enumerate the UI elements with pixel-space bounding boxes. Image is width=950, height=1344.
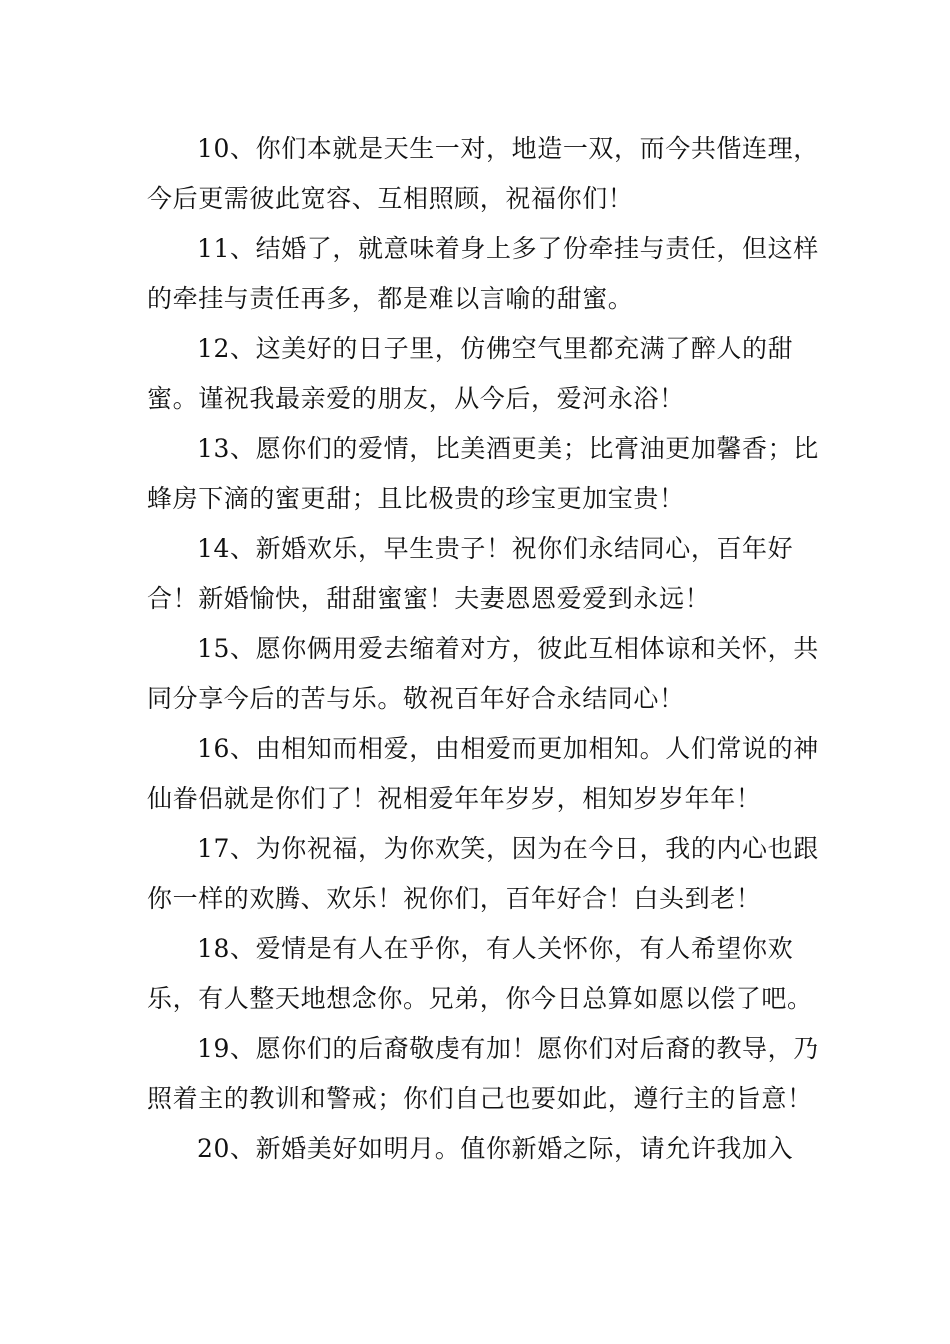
paragraph-18: 18、爱情是有人在乎你，有人关怀你，有人希望你欢乐，有人整天地想念你。兄弟，你今日总算如愿以偿了吧。 (147, 934, 813, 1013)
paragraph-14: 14、新婚欢乐，早生贵子！祝你们永结同心，百年好合！新婚愉快，甜甜蜜蜜！夫妻恩恩爱爱到永远！ (147, 534, 794, 613)
paragraph-12: 12、这美好的日子里，仿佛空气里都充满了醉人的甜蜜。谨祝我最亲爱的朋友，从今后，爱河永浴！ (147, 334, 794, 413)
paragraph-11: 11、结婚了，就意味着身上多了份牵挂与责任，但这样的牵挂与责任再多，都是难以言喻的甜蜜。 (147, 234, 819, 313)
paragraph-17: 17、为你祝福，为你欢笑，因为在今日，我的内心也跟你一样的欢腾、欢乐！祝你们，百年好合！白头到老！ (147, 834, 819, 913)
document-body (147, 124, 822, 1174)
paragraph-15: 15、愿你俩用爱去缩着对方，彼此互相体谅和关怀，共同分享今后的苦与乐。敬祝百年好合永结同心！ (147, 634, 819, 713)
paragraph-13: 13、愿你们的爱情，比美酒更美；比膏油更加馨香；比蜂房下滴的蜜更甜；且比极贵的珍宝更加宝贵！ (147, 434, 819, 513)
paragraph-10: 10、你们本就是天生一对，地造一双，而今共偕连理，今后更需彼此宽容、互相照顾，祝福你们！ (147, 134, 819, 213)
paragraph-19: 19、愿你们的后裔敬虔有加！愿你们对后裔的教导，乃照着主的教训和警戒；你们自己也要如此，遵行主的旨意！ (147, 1034, 819, 1113)
paragraph-20: 20、新婚美好如明月。值你新婚之际，请允许我加入 (197, 1134, 794, 1163)
paragraph-16: 16、由相知而相爱，由相爱而更加相知。人们常说的神仙眷侣就是你们了！祝相爱年年岁岁，相知岁岁年年！ (147, 734, 819, 813)
